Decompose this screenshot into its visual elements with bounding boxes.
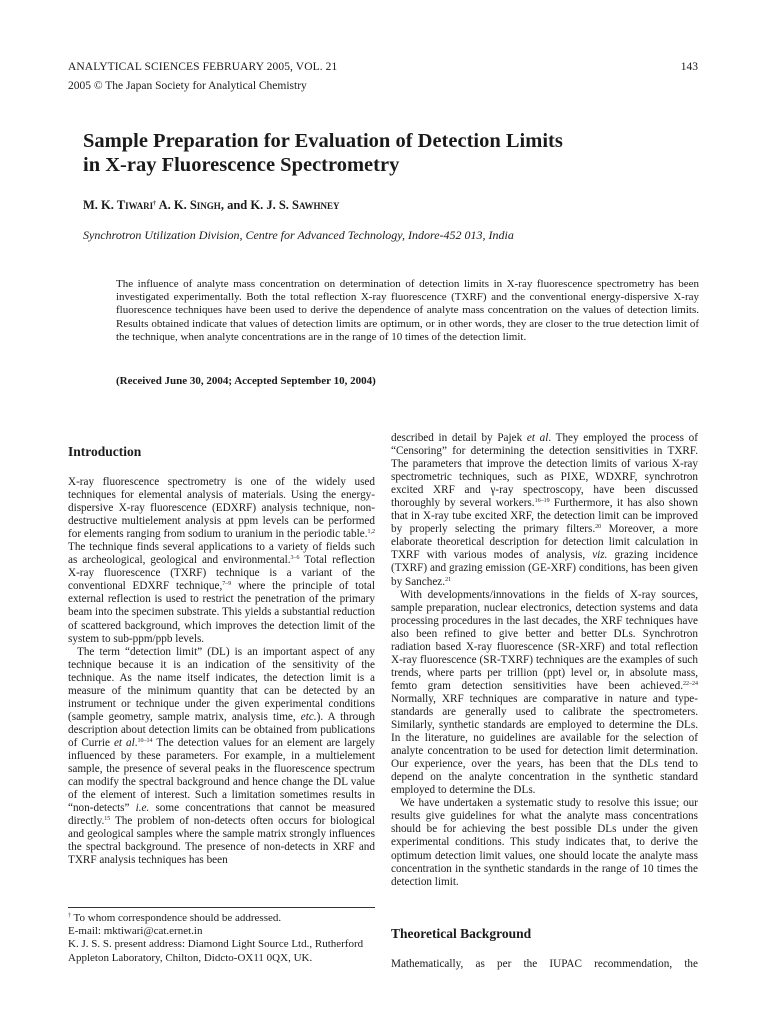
intro-paragraph-2: The term “detection limit” (DL) is an important aspect of any technique because it is an indication of the sensitivity of the technique. As the name itself indicates, the detection limit is a measure of the minimum quantity that can be detected by an instrument or technique under the given experimental conditions (sample geometry, sample matrix, analysis time, etc.). A through description about detection limits can be obtained from publications of Currie et al.$^{10-14}$ The detection values for an element are largely influenced by these parameters. For example, in a multielement sample, the presence of several peaks in the fluorescence spectrum can modify the spectral background and hence change the DL value of the element of interest. Such a limitation sometimes results in “non-detects” i.e. some concentrations that cannot be measured directly.$^{15}$ The problem of non-detects often occurs for biological and geological samples where the sample matrix strongly influences the spectral background. The presence of non-detects in XRF and TXRF analysis techniques has been	[68, 645, 376, 867]
footnote-address-1: K. J. S. S. present address: Diamond Light Source Ltd., Rutherford	[68, 938, 364, 951]
copyright-line: 2005 © The Japan Society for Analytical Chemistry	[68, 80, 307, 92]
footnote-email: E-mail: mktiwari@cat.ernet.in	[68, 925, 203, 938]
affiliation: Synchrotron Utilization Division, Centre for Advanced Technology, Indore-452 013, India	[83, 228, 514, 242]
article-title	[83, 129, 683, 177]
footnote-address-2: Appleton Laboratory, Chilton, Didcto-OX11 0QX, UK.	[68, 951, 313, 964]
author3-surname: awhney	[298, 198, 340, 212]
journal-header: ANALYTICAL SCIENCES FEBRUARY 2005, VOL. 21	[68, 61, 338, 73]
right-paragraph-3: We have undertaken a systematic study to resolve this issue; our results give guidelines for what the analyte mass concentrations should be for achieving the best possible DLs under the given experimental conditions. This study indicates that, to derive the optimum detection limit values, one should locate the analyte mass concentration in the synthetic standards in the range of 10 times the detection limit.	[391, 797, 698, 888]
corresponding-mark: †	[153, 201, 157, 207]
left-column	[68, 476, 375, 867]
received-dates: (Received June 30, 2004; Accepted September 10, 2004)	[116, 375, 376, 387]
abstract: The influence of analyte mass concentration on determination of detection limits in X-ray fluorescence spectrometry has been investigated experimentally. Both the total reflection X-ray fluorescence (TXRF) and the conventional energy-dispersive X-ray fluorescence techniques have been used to derive the dependence of analyte mass concentration on the values of detection limits. Results obtained indicate that values of detection limits are optimum, or in other words, they are closer to the true detection limit of the technique, when analyte concentrations are in the range of 10 times of the detection limit.	[116, 278, 699, 343]
author2-surname: ingh	[196, 198, 221, 212]
author-list	[83, 198, 339, 213]
author3-initials: , and K. J. S. S	[220, 198, 299, 212]
right-paragraph-1: described in detail by Pajek et al. They employed the process of “Censoring” for determining the detection sensitivities in TXRF. The parameters that improve the detection limits of various X-ray spectrometric techniques, such as PIXE, WDXRF, synchrotron excited XRF and γ-ray spectroscopy, have been discussed thoroughly by several workers.$^{16-19}$ Furthermore, it has also shown that in X-ray tube excited XRF, the detection limit can be improved by properly selecting the primary filters.$^{20}$ Moreover, a more elaborate theoretical description for detection limit calculation in TXRF with various modes of analysis, viz. grazing incidence (TXRF) and grazing emission (GE-XRF) conditions, has been given by Sanchez.$^{21}$	[391, 432, 698, 588]
intro-paragraph-1: X-ray fluorescence spectrometry is one of the widely used techniques for elemental analysis of materials. Using the energy-dispersive X-ray fluorescence (EDXRF) analysis technique, non-destructive multielement analysis at ppm levels can be performed for elements ranging from sodium to uranium in the periodic table.$^{1,2}$ The technique finds several applications to a variety of fields such as archeological, geological and environmental.$^{3-6}$ Total reflection X-ray fluorescence (TXRF) technique is a variant of the conventional EDXRF technique,$^{7-9}$ where the principle of total external reflection is used to restrict the penetration of the primary beam into the specimen substrate. This yields a substantial reduction of scattered background, which improves the detection limit of the system to sub-ppm/ppb levels.	[68, 476, 376, 645]
author2-initials: A. K. S	[156, 198, 197, 212]
author1-initials: M. K. T	[83, 198, 126, 212]
right-column	[391, 432, 698, 889]
footnote-correspondence: † To whom correspondence should be addressed.	[68, 912, 282, 924]
page-number: 143	[680, 61, 698, 73]
footnotes	[68, 912, 388, 965]
title-line-1: Sample Preparation for Evaluation of Detection Limits	[83, 130, 563, 152]
author1-surname: iwari	[125, 198, 154, 212]
footnote-rule	[68, 907, 375, 908]
section-heading-introduction: Introduction	[68, 444, 142, 459]
section-heading-theoretical-background: Theoretical Background	[391, 926, 532, 941]
theory-first-line: Mathematically, as per the IUPAC recommendation, the	[391, 958, 698, 970]
title-line-2: in X-ray Fluorescence Spectrometry	[83, 154, 400, 176]
right-paragraph-2: With developments/innovations in the fields of X-ray sources, sample preparation, nuclear electronics, detection systems and data processing procedures in the last decades, the XRF techniques have also been refined to give better and better DLs. Synchrotron radiation based X-ray fluorescence (SR-XRF) and total reflection X-ray fluorescence (SR-TXRF) techniques are the examples of such trends, where parts per trillion (ppt) level or, in absolute mass, femto gram detection sensitivities have been achieved.$^{22-24}$ Normally, XRF techniques are comparative in nature and type-standards are generally used to calibrate the spectrometers. Similarly, synthetic standards are employed to determine the DLs. In the literature, no guidelines are available for the selection of analyte concentration to be used for detection limit determination. Our experience, over the years, has been that the DLs tend to depend on the analyte concentration in the synthetic standard employed to determine the DLs.	[391, 588, 698, 797]
